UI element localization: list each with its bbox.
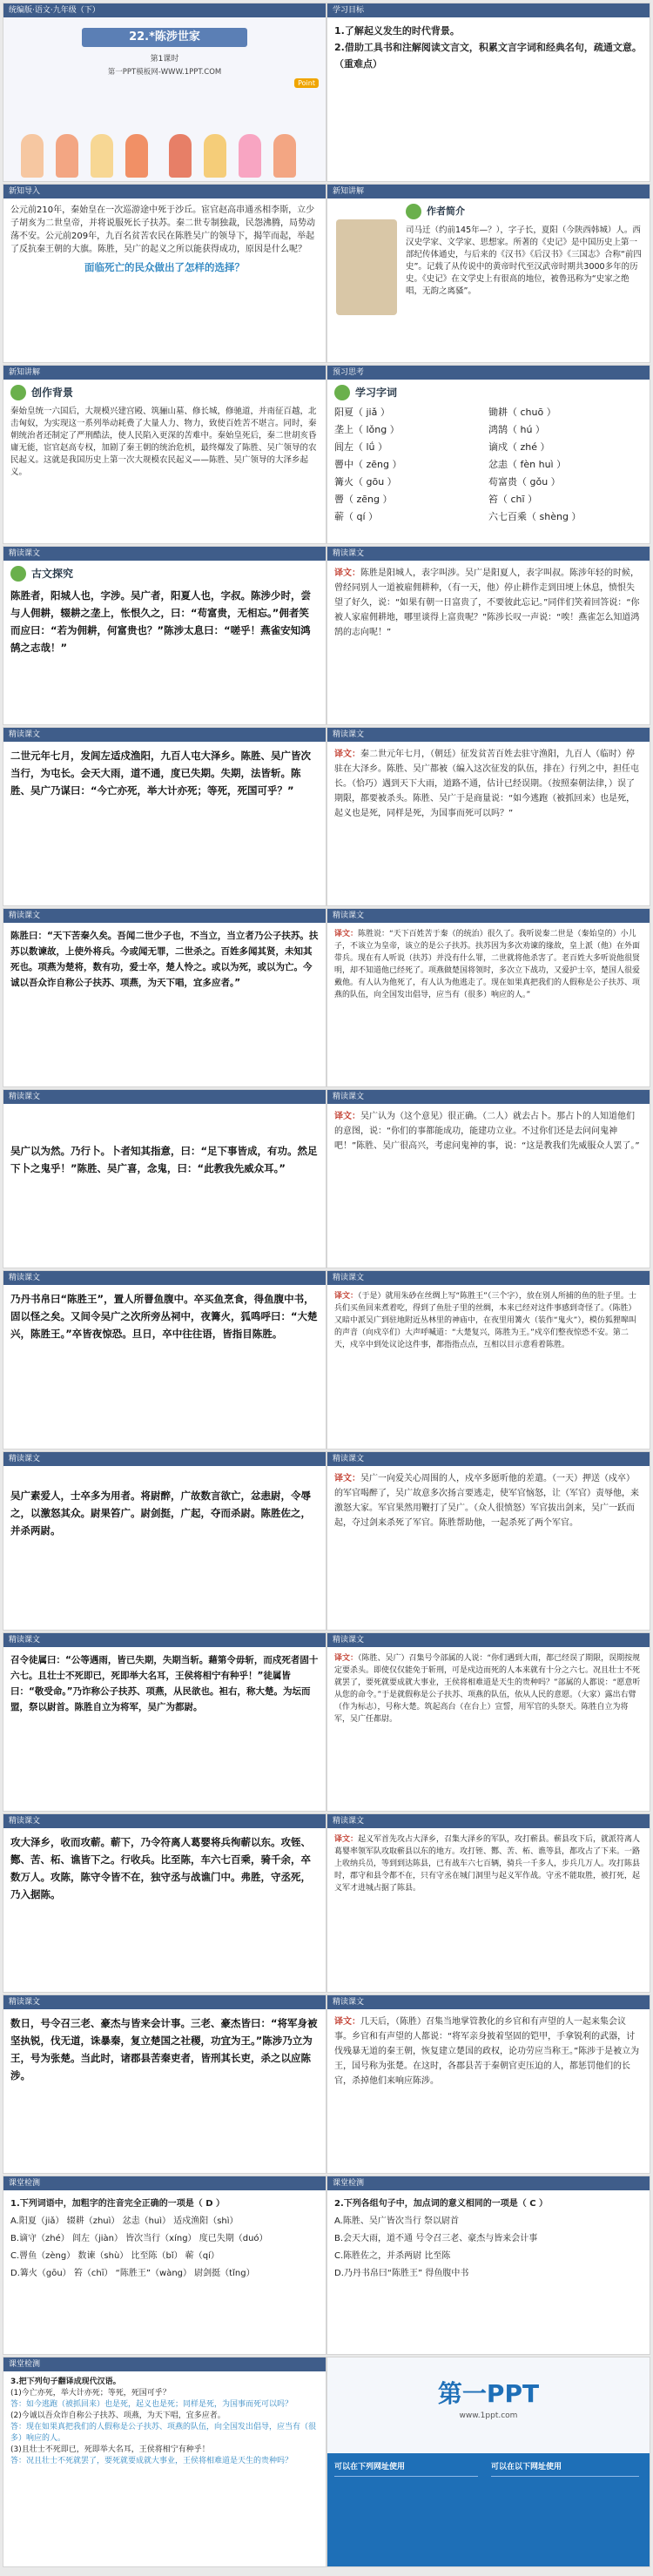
author-text: 司马迁（约前145年—？），字子长，夏阳（今陕西韩城）人。西汉史学家、文学家、思想家。所著的《史记》是中国历史上第一部纪传体通史，与后来的《汉书》《后汉书》《三国志》合称“前四史”。记载了从传说中的黄帝时代至汉武帝时期共3000多年的历史。《史记》在文学史上有很高的地位，被鲁迅称为“史家之绝唱，无韵之离骚”。 xyxy=(406,225,642,296)
slide-header: 精读课文 xyxy=(3,1452,326,1466)
link-list-right xyxy=(491,2476,639,2560)
goal-item: 1.了解起义发生的时代背景。 xyxy=(334,25,460,37)
translation-label: 译文： xyxy=(334,1835,359,1844)
translation-label: 译文： xyxy=(334,2017,360,2027)
classical-text: 二世元年七月，发闾左适戍渔阳，九百人屯大泽乡。陈胜、吴广皆次当行，为屯长。会天大雨，道不通，度已失期。失期，法皆斩。陈胜、吴广乃谋曰：“今亡亦死，举大计亦死；等死，死国可乎？” xyxy=(10,750,311,797)
slide-header: 精读课文 xyxy=(327,1995,650,2009)
slide-text-2 xyxy=(3,728,326,905)
slide-text-5 xyxy=(3,1271,326,1449)
vocab-item: 篝火（ gōu ） xyxy=(334,476,397,488)
translation-text: 秦二世元年七月，（朝廷）征发贫苦百姓去驻守渔阳，九百人（临时）停驻在大泽乡。陈胜、吴广都被（编入这次征发的队伍，排在）行列之中，担任屯长。（恰巧）遇到天下大雨，道路不通，估计已经误期。（按照秦朝法律，）误了期限，都要被杀头。陈胜、吴广于是商量说：“如今逃跑（被抓回来）也是死，起义也是死，同样是死，为国事而死可以吗？” xyxy=(334,750,639,818)
vocab-item: 苟富贵（ gǒu ） xyxy=(488,476,561,488)
slide-text-1 xyxy=(3,547,326,724)
slide-header: 统编版·语文·九年级（下） xyxy=(3,3,326,17)
classical-text: 攻大泽乡，收而攻蕲。蕲下，乃令符离人葛婴将兵徇蕲以东。攻铚、酂、苦、柘、谯皆下之。行收兵。比至陈，车六七百乘，骑千余，卒数万人。攻陈，陈守令皆不在，独守丞与战谯门中。弗胜，守丞死，乃入据陈。 xyxy=(10,1836,311,1900)
classical-text: 吴广素爱人，士卒多为用者。将尉醉，广故数言欲亡，忿恚尉，令辱之，以激怒其众。尉果笞广。尉剑挺，广起，夺而杀尉。陈胜佐之，并杀两尉。 xyxy=(10,1490,311,1537)
slide-title xyxy=(3,3,326,181)
vocab-item: 罾（ zēng ） xyxy=(334,494,393,505)
brand-url: www.1ppt.com xyxy=(459,2411,518,2420)
slide-learning-goals xyxy=(327,3,650,181)
cartoon-kids xyxy=(3,120,326,181)
slide-header: 精读课文 xyxy=(327,909,650,923)
lesson-subtitle: 第1课时 xyxy=(150,55,179,64)
lesson-title: 22.*陈涉世家 xyxy=(82,28,247,47)
quiz-item: (3)且壮士不死即已，死即举大名耳，王侯将相宁有种乎！ xyxy=(10,2445,210,2454)
slide-header: 新知讲解 xyxy=(327,185,650,198)
translation-label: 译文： xyxy=(334,568,360,578)
slide-header: 精读课文 xyxy=(3,547,326,561)
slide-text-9 xyxy=(3,1995,326,2173)
slide-translation-1 xyxy=(327,547,650,724)
slide-header: 课堂检测 xyxy=(327,2176,650,2190)
slide-header: 精读课文 xyxy=(327,1633,650,1647)
translation-text: 起义军首先攻占大泽乡，召集大泽乡的军队，攻打蕲县。蕲县攻下后，就派符离人葛婴率领军队攻取蕲县以东的地方。攻打铚、酂、苦、柘、谯等县，都攻占了下来。一路上收纳兵员，等到到达陈县，已有战车六七百辆，骑兵一千多人，步兵几万人。攻打陈县时，郡守和县令都不在，只有守丞在城门洞里与起义军作战。守丞不能取胜，被打死，起义军才进城占据了陈县。 xyxy=(334,1835,641,1893)
translation-text: 吴广一向爱关心周围的人，戍卒多愿听他的差遣。（一天）押送（戍卒）的军官喝醉了，吴广故意多次扬言要逃走，使军官恼怒，让（军官）责辱他，来激怒大家。军官果然用鞭打了吴广。（众人很愤怒）军官拔出剑来，吴广一跃而起，夺过剑来杀死了军官。陈胜帮助他，一起杀死了两个军官。 xyxy=(334,1474,639,1528)
vocab-item: 锄耕（ chuō ） xyxy=(488,407,556,418)
quiz-question: 1.下列词语中，加粗字的注音完全正确的一项是（ D ） xyxy=(10,2199,226,2209)
slide-header: 学习目标 xyxy=(327,3,650,17)
quiz-answer: 答：如今逃跑（被抓回来）也是死，起义也是死；同样是死，为国事而死可以吗？ xyxy=(10,2400,293,2409)
translation-label: 译文： xyxy=(334,1654,359,1663)
classical-text: 陈胜曰：“天下苦秦久矣。吾闻二世少子也，不当立，当立者乃公子扶苏。扶苏以数谏故，上使外将兵。今或闻无罪，二世杀之。百姓多闻其贤，未知其死也。项燕为楚将，数有功，爱士卒，楚人怜之。或以为死，或以为亡。今诚以吾众诈自称公子扶苏、项燕，为天下唱，宜多应者。” xyxy=(10,931,319,988)
quiz-option: A.阳夏（jiǎ） 辍耕（zhuì） 忿恚（huì） 适戍渔阳（shì） xyxy=(10,2216,239,2226)
slide-header: 精读课文 xyxy=(3,909,326,923)
slide-translation-2 xyxy=(327,728,650,905)
vocab-item: 笞（ chī ） xyxy=(488,494,538,505)
brand-logo: 第一PPT xyxy=(437,2379,540,2408)
slide-translation-9 xyxy=(327,1995,650,2173)
quiz-item: (2)今诚以吾众诈自称公子扶苏、项燕，为天下唱，宜多应者。 xyxy=(10,2411,226,2420)
slide-header: 精读课文 xyxy=(327,1090,650,1104)
quiz-question: 2.下列各组句子中，加点词的意义相同的一项是（ C ） xyxy=(334,2199,549,2209)
translation-label: 译文： xyxy=(334,1474,360,1483)
quiz-option: C.罾鱼（zèng） 数谏（shù） 比至陈（bǐ） 蕲（qí） xyxy=(10,2251,219,2261)
translation-label: 译文： xyxy=(334,1292,359,1301)
vocab-item: 罾中（ zēng ） xyxy=(334,459,402,470)
section-title: 创作背景 xyxy=(31,387,74,399)
translation-text: （于是）就用朱砂在丝绸上写“陈胜王”（三个字），放在别人所捕的鱼的肚子里。士兵们买鱼回来煮着吃，得到了鱼肚子里的丝绸，本来已经对这件事感到奇怪了。（陈胜）又暗中派吴广到驻地附近丛林里的神庙中，在夜里用篝火（装作“鬼火”），模仿狐狸嗥叫的声音（向戍卒们）大声呼喊道：“大楚复兴，陈胜为王。”戍卒们整夜惊恐不安。第二天，戍卒中到处议论这件事，都指指点点，互相以目示意看着陈胜。 xyxy=(334,1292,636,1349)
translation-text: 吴广认为（这个意见）很正确。（二人）就去占卜。那占卜的人知道他们的意图，说：“你们的事都能成功，能建功立业。不过你们还是去问问鬼神吧！”陈胜、吴广很高兴，考虑问鬼神的事，说：“这是教我们先威服众人罢了。” xyxy=(334,1112,640,1151)
translation-text: 陈胜是阳城人，表字叫涉。吴广是阳夏人，表字叫叔。陈涉年轻的时候，曾经同别人一道被雇佣耕种，（有一天，他）停止耕作走到田埂上休息，愤恨失望了好久，说：“如果有朝一日富贵了，不要彼此忘记。”同伴们笑着回答说：“你被人家雇佣耕地，哪里谈得上富贵呢？”陈涉长叹一声说：“唉！燕雀怎么知道鸿鹄的志向呢！” xyxy=(334,568,640,637)
slide-header: 新知导入 xyxy=(3,185,326,198)
vocab-item: 阳夏（ jiǎ ） xyxy=(334,407,390,418)
vocab-item: 鸿鹄（ hú ） xyxy=(488,424,545,435)
quiz-option: B.会天大雨，道不通 号令召三老、豪杰与皆来会计事 xyxy=(334,2234,538,2243)
leaf-icon xyxy=(10,385,26,400)
slide-text-6 xyxy=(3,1452,326,1630)
slide-header: 课堂检测 xyxy=(3,2357,326,2371)
footer-text: 第一PPT模板网-WWW.1PPT.COM xyxy=(107,68,222,77)
quiz-option: D.篝火（gōu） 笞（chī） “陈胜王”（wàng） 尉剑挺（tǐng） xyxy=(10,2269,255,2278)
vocab-item: 垄上（ lǒng ） xyxy=(334,424,400,435)
slide-quiz-3 xyxy=(3,2357,326,2566)
vocab-item: 闾左（ lǘ ） xyxy=(334,441,388,453)
slide-header: 精读课文 xyxy=(3,1090,326,1104)
slide-background xyxy=(3,366,326,543)
intro-question: 面临死亡的民众做出了怎样的选择？ xyxy=(84,261,245,273)
link-list-left xyxy=(334,2476,478,2560)
section-title: 古文探究 xyxy=(31,568,74,580)
slide-text-4 xyxy=(3,1090,326,1268)
background-text: 秦始皇统一六国后，大规模兴建宫殿、筑骊山墓、修长城，修驰道，并南征百越，北击匈奴，为实现这一系列举动耗费了大量人力、物力，致使百姓苦不堪言。同时，秦朝统治者还制定了严刑酷法，使人民陷入更深的苦难中。秦始皇死后，秦二世胡亥昏庸无能，宦官赵高专权，加剧了秦王朝的统治危机，最终爆发了陈胜、吴广领导的农民起义。这就是我国历史上第一次大规模农民起义——陈胜、吴广领导的大泽乡起义。 xyxy=(10,407,317,477)
slide-header: 精读课文 xyxy=(3,1633,326,1647)
slide-vocabulary xyxy=(327,366,650,543)
translation-label: 译文： xyxy=(334,750,360,759)
slide-translation-5 xyxy=(327,1271,650,1449)
slide-header: 精读课文 xyxy=(3,1995,326,2009)
slide-author xyxy=(327,185,650,362)
slide-translation-8 xyxy=(327,1814,650,1992)
point-badge: Point xyxy=(294,78,319,88)
classical-text: 召令徒属曰：“公等遇雨，皆已失期，失期当斩。藉第令毋斩，而戍死者固十六七。且壮士不死即已，死即举大名耳，王侯将相宁有种乎！”徒属皆曰：“敬受命。”乃诈称公子扶苏、项燕，从民欲也。袒右，称大楚。为坛而盟，祭以尉首。陈胜自立为将军，吴广为都尉。 xyxy=(10,1655,319,1712)
translation-text: 陈胜说：“天下百姓苦于秦（的统治）很久了。我听说秦二世是（秦始皇的）小儿子，不该立为皇帝，该立的是公子扶苏。扶苏因为多次劝谏的缘故，皇上派（他）在外面带兵。现在有人听说（扶苏）并没有什么罪，二世就将他杀害了。老百姓大多听说他很贤明，却不知道他已经死了。项燕做楚国将领时，多次立下战功，又爱护士卒，楚国人很爱戴他。有人认为他死了，有人认为他逃走了。现在如果真把我们的人假称是公子扶苏、项燕的队伍，向全国发出倡导，应当有（很多）响应的人。” xyxy=(334,930,641,999)
leaf-icon xyxy=(406,204,421,219)
goal-item: 2.借助工具书和注解阅读文言文，积累文言字词和经典名句，疏通文意。（重难点） xyxy=(334,42,642,70)
quiz-answer: 答：现在如果真把我们的人假称是公子扶苏、项燕的队伍，向全国发出倡导，应当有（很多）响应的人。 xyxy=(10,2423,317,2443)
left-title: 可以在下列网址使用 xyxy=(334,2463,406,2472)
slide-header: 精读课文 xyxy=(3,728,326,742)
vocab-item: 蕲（ qí ） xyxy=(334,511,379,522)
quiz-question: 3.把下列句子翻译成现代汉语。 xyxy=(10,2378,121,2386)
quiz-item: (1)今亡亦死，举大计亦死；等死，死国可乎？ xyxy=(10,2389,171,2398)
slide-translation-7 xyxy=(327,1633,650,1811)
slide-text-8 xyxy=(3,1814,326,1992)
slide-text-3 xyxy=(3,909,326,1086)
translation-text: 几天后，（陈胜）召集当地掌管教化的乡官和有声望的人一起来集会议事。乡官和有声望的人都说：“将军亲身披着坚固的铠甲，手拿锐利的武器，讨伐残暴无道的秦王朝，恢复建立楚国的政权，论功劳应当称王。”陈涉于是被立为王，国号称为张楚。在这时，各郡县苦于秦朝官吏压迫的人，都惩罚他们的长官，杀掉他们来响应陈涉。 xyxy=(334,2017,640,2086)
leaf-icon xyxy=(10,566,26,582)
classical-text: 数日，号令召三老、豪杰与皆来会计事。三老、豪杰皆曰：“将军身被坚执锐，伐无道，诛暴秦，复立楚国之社稷，功宜为王。”陈涉乃立为王，号为张楚。当此时，诸郡县苦秦吏者，皆刑其长吏，杀之以应陈涉。 xyxy=(10,2017,318,2082)
right-title: 可以在以下网址使用 xyxy=(491,2463,562,2472)
quiz-option: C.陈胜佐之，并杀两尉 比至陈 xyxy=(334,2251,451,2261)
slide-header: 预习思考 xyxy=(327,366,650,380)
translation-label: 译文： xyxy=(334,1112,360,1121)
slide-ending xyxy=(327,2357,650,2566)
section-title: 作者简介 xyxy=(427,205,465,217)
translation-text: （陈胜、吴广）召集号令部属的人说：“你们遇到大雨，都已经误了期限，误期按规定要杀头。即使仅仅能免于斩刑，可是戍边而死的人本来就有十分之六七。况且壮士不死就罢了，要死就要成就大事业，王侯将相难道是天生的贵种吗？”部属的人都说：“愿意听从您的命令。”于是就假称是公子扶苏、项燕的队伍，依从人民的意愿。（大家）露出右臂（作为标志），号称大楚。筑起高台（在台上）宣誓，用军官的头祭天。陈胜自立为将军，吴广任都尉。 xyxy=(334,1654,641,1724)
slide-translation-3 xyxy=(327,909,650,1086)
slide-translation-4 xyxy=(327,1090,650,1268)
slide-header: 精读课文 xyxy=(327,1271,650,1285)
slide-header: 精读课文 xyxy=(3,1271,326,1285)
slide-header: 课堂检测 xyxy=(3,2176,326,2190)
quiz-option: D.乃丹书帛曰“陈胜王” 得鱼腹中书 xyxy=(334,2269,469,2278)
slide-header: 精读课文 xyxy=(327,728,650,742)
quiz-option: A.陈胜、吴广皆次当行 祭以尉首 xyxy=(334,2216,460,2226)
slide-header: 精读课文 xyxy=(327,1814,650,1828)
classical-text: 吴广以为然。乃行卜。卜者知其指意，曰：“足下事皆成，有功。然足下卜之鬼乎！”陈胜、吴广喜，念鬼，曰：“此教我先威众耳。” xyxy=(10,1145,318,1174)
slide-header: 精读课文 xyxy=(327,1452,650,1466)
slide-translation-6 xyxy=(327,1452,650,1630)
classical-text: 陈胜者，阳城人也，字涉。吴广者，阳夏人也，字叔。陈涉少时，尝与人佣耕，辍耕之垄上，怅恨久之，曰：“苟富贵，无相忘。”佣者笑而应曰：“若为佣耕，何富贵也？”陈涉太息曰：“嗟乎！燕雀安知鸿鹄之志哉！” xyxy=(10,589,311,654)
intro-text: 公元前210年，秦始皇在一次巡游途中死于沙丘。宦官赵高串通丞相李斯，立少子胡亥为二世皇帝，并将说服死长子扶苏。秦二世专制独裁，民怨沸腾，局势动荡不安。公元前209年，九百名贫苦农民在陈胜吴广的领导下，揭竿而起，举起了反抗秦王朝的大旗。陈胜，吴广的起义之所以能获得成功，原因是什么呢？ xyxy=(10,205,315,254)
quiz-answer: 答：况且壮士不死就罢了，要死就要成就大事业，王侯将相难道是天生的贵种吗？ xyxy=(10,2457,293,2465)
slide-quiz-1 xyxy=(3,2176,326,2354)
quiz-option: B.谪守（zhé） 闾左（jiàn） 皆次当行（xíng） 度已失期（duó） xyxy=(10,2234,268,2243)
slide-quiz-2 xyxy=(327,2176,650,2354)
leaf-icon xyxy=(334,385,350,400)
slide-header: 新知讲解 xyxy=(3,366,326,380)
slide-header: 精读课文 xyxy=(327,547,650,561)
vocab-item: 谪戍（ zhé ） xyxy=(488,441,550,453)
slide-text-7 xyxy=(3,1633,326,1811)
vocab-item: 忿恚（ fèn huì ） xyxy=(488,459,567,470)
author-portrait xyxy=(336,219,397,315)
slide-header: 精读课文 xyxy=(3,1814,326,1828)
classical-text: 乃丹书帛曰“陈胜王”，置人所罾鱼腹中。卒买鱼烹食，得鱼腹中书，固以怪之矣。又间令吴广之次所旁丛祠中，夜篝火，狐鸣呼曰：“大楚兴，陈胜王。”卒皆夜惊恐。旦日，卒中往往语，皆指目陈胜。 xyxy=(10,1293,318,1340)
vocab-item: 六七百乘（ shèng ） xyxy=(488,511,582,522)
translation-label: 译文： xyxy=(334,930,359,938)
slide-intro xyxy=(3,185,326,362)
section-title: 学习字词 xyxy=(355,387,398,399)
